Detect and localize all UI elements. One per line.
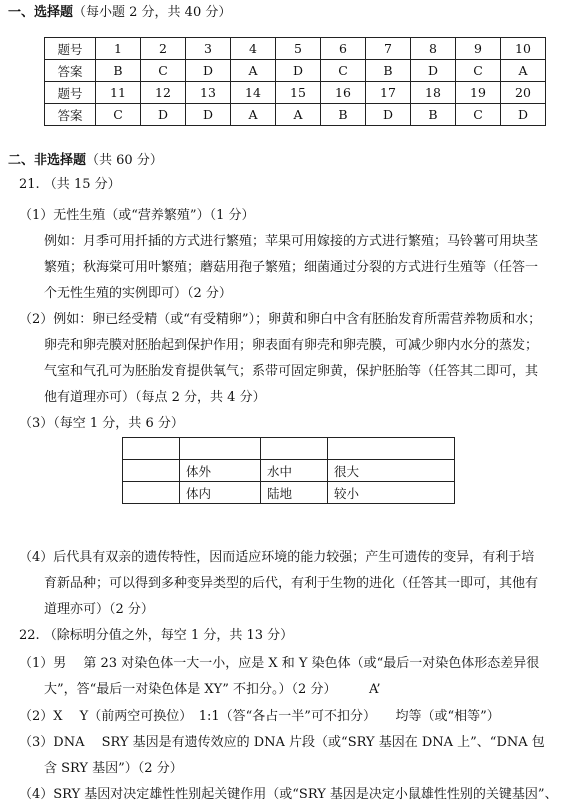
table-cell: 19 — [456, 82, 501, 104]
q21-p4-line: （4）后代具有双亲的遗传特性，因而适应环境的能力较强；产生可遗传的变异，有利于培 — [19, 550, 535, 565]
table-cell: A — [231, 60, 276, 82]
table-cell: 12 — [141, 82, 186, 104]
q21-p2-line: 气室和气孔可为胚胎发育提供氧气；系带可固定卵黄，保护胚胎等（任答其二即可，其 — [44, 364, 539, 379]
table-cell: B — [366, 60, 411, 82]
q21-p1-line: 个无性生殖的实例即可）（2 分） — [44, 286, 232, 301]
q22-line: 含 SRY 基因”）（2 分） — [44, 761, 183, 776]
q21-heading: 21. （共 15 分） — [19, 177, 121, 192]
table-cell: C — [141, 60, 186, 82]
section2-heading — [8, 152, 163, 170]
table-cell — [261, 438, 328, 460]
table-cell: D — [366, 104, 411, 126]
table-cell — [123, 438, 180, 460]
table-cell: A — [231, 104, 276, 126]
row-header: 答案 — [45, 104, 96, 126]
table-cell: 体外 — [180, 460, 261, 482]
table-cell: 体内 — [180, 482, 261, 504]
table-cell: A — [501, 60, 546, 82]
q22-line: （4）SRY 基因对决定雄性性别起关键作用（或“SRY 基因是决定小鼠雄性性别的关键基因”、 — [19, 787, 558, 802]
q21-p1-line: 繁殖；秋海棠可用叶繁殖；蘑菇用孢子繁殖；细菌通过分裂的方式进行生殖等（任答一 — [44, 260, 539, 275]
q22-line: （2）X Y（前两空可换位） 1:1（答“各占一半”可不扣分） 均等（或“相等”） — [19, 709, 500, 724]
table-row — [45, 104, 546, 126]
table-row — [45, 38, 546, 60]
table-cell: D — [141, 104, 186, 126]
row-header: 题号 — [45, 38, 96, 60]
table-cell: D — [186, 60, 231, 82]
q21-p2-line: （2）例如：卵已经受精（或“有受精卵”）；卵黄和卵白中含有胚胎发育所需营养物质和水； — [19, 312, 542, 327]
row-header: 题号 — [45, 82, 96, 104]
section1-heading — [8, 4, 231, 22]
table-cell: 5 — [276, 38, 321, 60]
table-row — [45, 82, 546, 104]
q21-p1-line: 例如：月季可用扦插的方式进行繁殖；苹果可用嫁接的方式进行繁殖；马铃薯可用块茎 — [44, 234, 539, 249]
table-row — [123, 438, 455, 460]
table-cell — [123, 460, 180, 482]
table-cell: 13 — [186, 82, 231, 104]
table-cell: 10 — [501, 38, 546, 60]
table-cell: 陆地 — [261, 482, 328, 504]
table-row — [123, 460, 455, 482]
answer-table — [44, 37, 546, 126]
table-cell — [123, 482, 180, 504]
section2-note: （共 60 分） — [86, 153, 163, 168]
q22-line: 大”，答“最后一对染色体是 XY” 不扣分。）（2 分） A’ — [44, 682, 381, 697]
table-cell: 16 — [321, 82, 366, 104]
q22-line: （1）男 第 23 对染色体一大一小，应是 X 和 Y 染色体（或“最后一对染色体形态差异很 — [19, 656, 540, 671]
q21-p2-line: 卵壳和卵壳膜对胚胎起到保护作用；卵表面有卵壳和卵壳膜，可减少卵内水分的蒸发； — [44, 338, 539, 353]
q21-table — [122, 437, 455, 504]
table-cell: D — [186, 104, 231, 126]
q21-p4-line: 育新品种；可以得到多种变异类型的后代，有利于生物的进化（任答其一即可，其他有 — [44, 576, 539, 591]
table-cell: 8 — [411, 38, 456, 60]
table-cell — [180, 438, 261, 460]
section1-note: （每小题 2 分，共 40 分） — [73, 5, 232, 20]
table-cell: 15 — [276, 82, 321, 104]
q22-line: （3）DNA SRY 基因是有遗传效应的 DNA 片段（或“SRY 基因在 DNA 上”、“DNA 包 — [19, 735, 545, 750]
table-row — [123, 482, 455, 504]
section2-title: 二、非选择题 — [8, 153, 87, 168]
table-cell: 17 — [366, 82, 411, 104]
table-cell: C — [456, 60, 501, 82]
table-cell: 较小 — [328, 482, 455, 504]
table-cell: 很大 — [328, 460, 455, 482]
table-cell: 7 — [366, 38, 411, 60]
table-cell: 4 — [231, 38, 276, 60]
q22-heading: 22. （除标明分值之外，每空 1 分，共 13 分） — [19, 628, 294, 643]
table-cell: D — [411, 60, 456, 82]
table-cell: 6 — [321, 38, 366, 60]
table-cell: 水中 — [261, 460, 328, 482]
table-cell: 14 — [231, 82, 276, 104]
table-cell: 3 — [186, 38, 231, 60]
q21-p4-line: 道理亦可）（2 分） — [44, 602, 154, 617]
table-cell: C — [456, 104, 501, 126]
table-cell: 1 — [96, 38, 141, 60]
table-row — [45, 60, 546, 82]
table-cell: D — [276, 60, 321, 82]
table-cell: D — [501, 104, 546, 126]
table-cell: 11 — [96, 82, 141, 104]
table-cell: 2 — [141, 38, 186, 60]
table-cell — [328, 438, 455, 460]
table-cell: B — [96, 60, 141, 82]
table-cell: B — [411, 104, 456, 126]
table-cell: B — [321, 104, 366, 126]
table-cell: C — [96, 104, 141, 126]
row-header: 答案 — [45, 60, 96, 82]
table-cell: A — [276, 104, 321, 126]
table-cell: 20 — [501, 82, 546, 104]
table-cell: C — [321, 60, 366, 82]
q21-p3: （3）（每空 1 分，共 6 分） — [19, 416, 184, 431]
q21-p2-line: 他有道理亦可）（每点 2 分，共 4 分） — [44, 390, 266, 405]
section1-title: 一、选择题 — [8, 5, 74, 20]
table-cell: 9 — [456, 38, 501, 60]
table-cell: 18 — [411, 82, 456, 104]
q21-p1: （1）无性生殖（或“营养繁殖”）（1 分） — [19, 208, 255, 223]
